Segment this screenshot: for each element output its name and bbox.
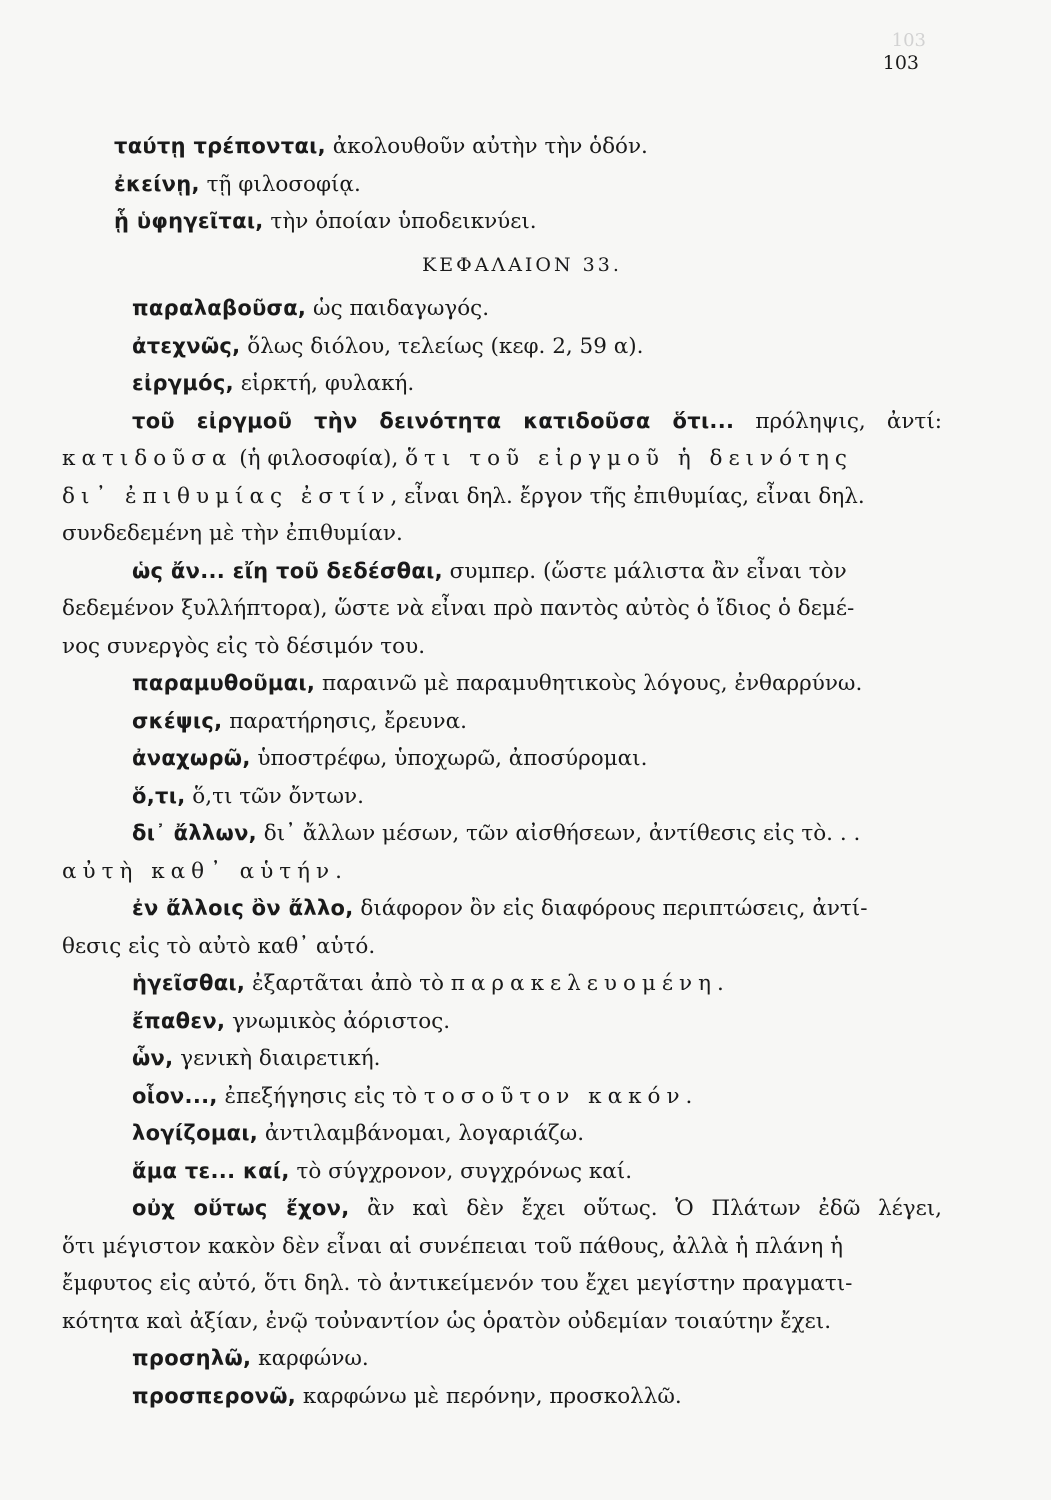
continuation-line <box>62 478 942 516</box>
lemma: λογίζομαι, <box>132 1121 259 1145</box>
entry-line <box>62 166 942 204</box>
spaced-quote: αὐτὴ καθ᾽ αὑτήν. <box>62 858 348 884</box>
lemma: ἐν ἄλλοις ὂν ἄλλο, <box>132 896 354 920</box>
gloss: εἱρκτή, φυλακή. <box>233 371 415 396</box>
entry-line <box>62 1378 942 1416</box>
continuation-line <box>62 928 942 966</box>
continuation-line: συνδεδεμένη μὲ τὴν ἐπιθυμίαν. <box>62 521 403 546</box>
gloss: καρφώνω. <box>251 1346 369 1371</box>
quote: αὐτὸ καθ᾽ αὑτό. <box>198 933 376 959</box>
gloss: τὸ σύγχρονον, συγχρόνως καί. <box>289 1158 633 1184</box>
gloss: ἐπεξήγησις εἰς τὸ <box>217 1083 424 1109</box>
entry-line <box>62 890 942 928</box>
entry-line <box>62 365 942 403</box>
entry-line <box>62 1153 942 1191</box>
spaced-quote: κατιδοῦσα <box>62 446 233 471</box>
gloss: ὡς παιδαγωγός. <box>306 296 490 321</box>
continuation-line: δεδεμένον ξυλλήπτορα), ὥστε νὰ εἶναι πρὸ παντὸς αὐτὸς ὁ ἴδιος ὁ δεμέ- <box>62 596 855 621</box>
entry-line <box>62 553 942 591</box>
entry-line <box>62 203 942 241</box>
lemma: εἰργμός, <box>132 371 234 395</box>
entry-line <box>62 1040 942 1078</box>
gloss: διάφορον ὂν εἰς διαφόρους περιπτώσεις, ἀντί- <box>353 896 868 921</box>
page-number: 103 <box>882 52 919 74</box>
entry-line <box>62 1078 942 1116</box>
continuation-line: ἔμφυτος εἰς αὐτό, ὅτι δηλ. τὸ ἀντικείμενόν του ἔχει μεγίστην πραγματι- <box>62 1271 853 1296</box>
entry-line <box>62 328 942 366</box>
continuation-line <box>62 440 942 478</box>
gloss: γενικὴ διαιρετική. <box>173 1046 381 1071</box>
entry-line <box>62 128 942 166</box>
lemma: ἡγεῖσθαι, <box>132 971 246 995</box>
gloss: θεσις εἰς τὸ <box>62 933 199 959</box>
gloss: τὴν ὁποίαν ὑποδεικνύει. <box>263 209 537 234</box>
entry-line <box>62 403 942 441</box>
lemma: ὅ,τι, <box>132 783 186 808</box>
entry-line <box>62 1190 942 1228</box>
gloss: ὑποστρέφω, ὑποχωρῶ, ἀποσύρομαι. <box>250 746 648 771</box>
entry-line <box>62 1003 942 1041</box>
gloss: ἀντιλαμβάνομαι, λογαριάζω. <box>258 1121 585 1146</box>
continuation-line: νος συνεργὸς εἰς τὸ δέσιμόν του. <box>62 633 426 659</box>
lemma: ἅμα τε... καί, <box>132 1158 290 1183</box>
continuation-line <box>62 853 942 891</box>
lemma: σκέψις, <box>132 708 223 733</box>
commentary-text <box>62 128 942 1415</box>
gloss: γνωμικὸς ἀόριστος. <box>225 1008 451 1034</box>
gloss: (ἡ φιλοσοφία), <box>232 446 406 471</box>
gloss: παραινῶ μὲ παραμυθητικοὺς λόγους, ἐνθαρρύνω. <box>315 671 863 696</box>
chapter-heading: ΚΕΦΑΛΑΙΟΝ 33. <box>422 253 622 276</box>
entry-line <box>62 815 942 853</box>
entry-line <box>62 778 942 816</box>
gloss: ἂν καὶ δὲν ἔχει οὕτως. Ὁ Πλάτων ἐδῶ λέγει, <box>349 1196 942 1221</box>
entry-line <box>62 740 942 778</box>
lemma: δι᾽ ἄλλων, <box>132 821 257 845</box>
gloss: τῇ φιλοσοφίᾳ. <box>199 171 361 197</box>
entry-line <box>62 965 942 1003</box>
lemma: ὡς ἄν... εἴη τοῦ δεδέσθαι, <box>132 558 443 583</box>
gloss: πρόληψις, ἀντί: <box>734 408 943 434</box>
lemma: τοῦ εἰργμοῦ τὴν δεινότητα κατιδοῦσα ὅτι... <box>132 408 735 433</box>
spaced-quote: τοσοῦτον κακόν. <box>423 1083 699 1109</box>
spaced-quote: δι᾽ ἐπιθυμίας ἐστίν <box>62 483 391 509</box>
lemma: ᾗ ὑφηγεῖται, <box>114 209 264 233</box>
lemma: προσπερονῶ, <box>132 1383 297 1408</box>
gloss: ἐξαρτᾶται ἀπὸ τὸ <box>245 971 451 996</box>
gloss: δι᾽ ἄλλων μέσων, τῶν αἰσθήσεων, ἀντίθεσις εἰς τὸ. . . <box>256 821 861 846</box>
lemma: παραλαβοῦσα, <box>132 296 307 320</box>
gloss: ὅ,τι τῶν ὄντων. <box>185 783 364 809</box>
entry-line <box>62 703 942 741</box>
gloss: καρφώνω μὲ περόνην, προσκολλῶ. <box>296 1383 682 1409</box>
continuation-line: κότητα καὶ ἀξίαν, ἐνῷ τοὐναντίον ὡς ὁρατὸν οὐδεμίαν τοιαύτην ἔχει. <box>62 1308 832 1334</box>
entry-line <box>62 290 942 328</box>
show-through-page-number: 103 <box>891 30 926 51</box>
lemma: παραμυθοῦμαι, <box>132 671 316 695</box>
lemma: ἔπαθεν, <box>132 1008 226 1033</box>
lemma: οἷον..., <box>132 1083 218 1108</box>
lemma: προσηλῶ, <box>132 1346 252 1370</box>
lemma: ἀναχωρῶ, <box>132 746 251 770</box>
lemma: ταύτῃ τρέπονται, <box>114 134 326 158</box>
lemma: οὐχ οὕτως ἔχον, <box>132 1196 350 1220</box>
continuation-line: ὅτι μέγιστον κακὸν δὲν εἶναι αἱ συνέπειαι τοῦ πάθους, ἀλλὰ ἡ πλάνη ἡ <box>62 1233 844 1259</box>
lemma: ὧν, <box>132 1046 174 1070</box>
entry-line <box>62 1340 942 1378</box>
gloss: συμπερ. (ὥστε μάλιστα ἂν εἶναι τὸν <box>442 558 847 584</box>
lemma: ἐκείνῃ, <box>114 171 200 196</box>
entry-line <box>62 665 942 703</box>
spaced-quote: ὅτι τοῦ εἰργμοῦ ἡ δεινότης <box>405 446 853 471</box>
gloss: , εἶναι δηλ. ἔργον τῆς ἐπιθυμίας, εἶναι δηλ. <box>390 483 865 509</box>
entry-line <box>62 1115 942 1153</box>
gloss: παρατήρησις, ἔρευνα. <box>222 708 467 734</box>
spaced-quote: παρακελευομένη. <box>450 971 730 996</box>
gloss: ἀκολουθοῦν αὐτὴν τὴν ὁδόν. <box>325 134 648 159</box>
gloss: ὅλως διόλου, τελείως (κεφ. 2, 59 α). <box>240 333 644 359</box>
lemma: ἀτεχνῶς, <box>132 333 241 358</box>
